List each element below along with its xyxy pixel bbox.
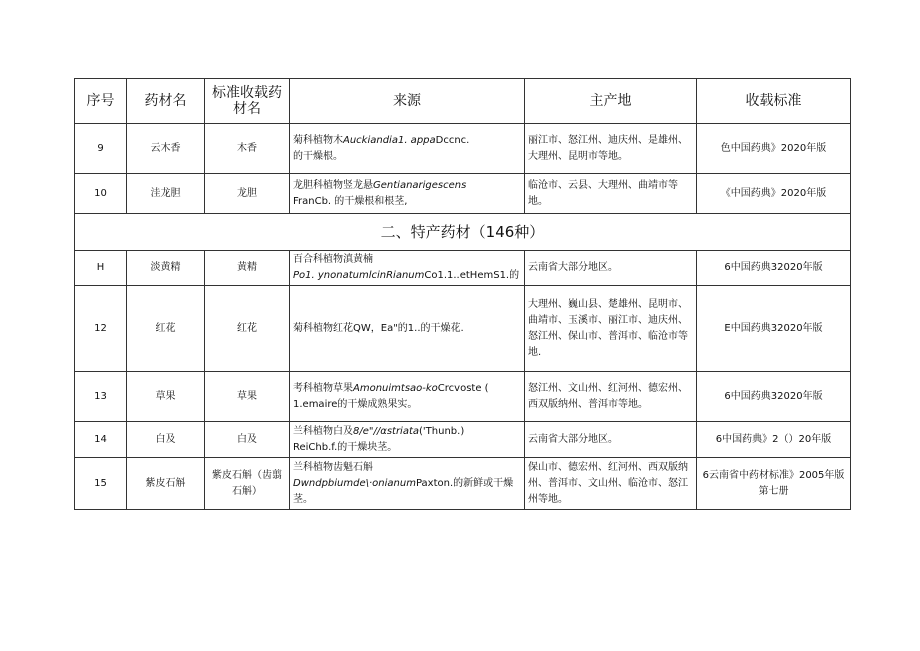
row-source (290, 174, 525, 214)
row-standard: 6中国药典32020年版 (697, 251, 851, 286)
source-latin: Gentianarigescens (373, 179, 467, 191)
row-source (290, 124, 525, 174)
source-line2: 1.emaire的干燥成熟果实。 (293, 398, 418, 410)
row-std-name: 黄精 (205, 251, 290, 286)
section-row (75, 214, 851, 251)
row-origin: 怒江州、文山州、红河州、德宏州、西双版纳州、普洱市等地。 (525, 372, 697, 422)
table-row (75, 124, 851, 174)
source-suffix: Dccnc. (435, 134, 470, 146)
row-std-name: 龙胆 (205, 174, 290, 214)
row-name: 洼龙胆 (127, 174, 205, 214)
header-origin: 主产地 (525, 79, 697, 124)
row-std-name: 木香 (205, 124, 290, 174)
source-suffix: Crcvoste ( (437, 382, 489, 394)
row-standard: 6云南省中药材标准》2005年版第七册 (697, 458, 851, 510)
row-source (290, 251, 525, 286)
row-no: 9 (75, 124, 127, 174)
source-latin: Amonuimtsao-ko (353, 382, 438, 394)
row-origin: 丽江市、怒江州、迪庆州、是雄州、大理州、昆明市等地。 (525, 124, 697, 174)
row-name: 云木香 (127, 124, 205, 174)
row-source (290, 422, 525, 458)
source-prefix: 兰科植物白及 (293, 425, 353, 437)
row-no: 14 (75, 422, 127, 458)
source-prefix: 百合科植物滇黄楠 (293, 254, 373, 265)
header-row (75, 79, 851, 124)
row-no: 12 (75, 286, 127, 372)
row-name: 紫皮石斛 (127, 458, 205, 510)
row-name: 白及 (127, 422, 205, 458)
row-no: 15 (75, 458, 127, 510)
source-suffix: Co1.1..etHemS1.的 (424, 270, 520, 281)
table-row (75, 422, 851, 458)
row-source (290, 458, 525, 510)
row-no: 13 (75, 372, 127, 422)
source-prefix: 兰科植物齿魁石斛 (293, 461, 373, 473)
table-row (75, 286, 851, 372)
herb-table (74, 78, 851, 510)
row-standard: 色中国药典》2020年版 (697, 124, 851, 174)
row-std-name: 白及 (205, 422, 290, 458)
source-prefix: 考科植物草果 (293, 382, 353, 394)
source-latin: Auckiandia1. appa (343, 134, 436, 146)
source-latin: 8/e"//αstriata (353, 425, 420, 437)
header-name: 药材名 (127, 79, 205, 124)
table-row (75, 372, 851, 422)
table-row (75, 458, 851, 510)
row-no: H (75, 251, 127, 286)
row-origin: 大理州、巍山县、楚雄州、昆明市、曲靖市、玉溪市、丽江市、迪庆州、怒江州、保山市、普洱市、临沧市等地. (525, 286, 697, 372)
source-suffix: ('Thunb.) (419, 425, 465, 437)
source-prefix: 龙胆科植物竖龙悬 (293, 179, 373, 191)
row-standard: 《中国药典》2020年版 (697, 174, 851, 214)
source-line2: FranCb. 的干燥根和根茎, (293, 195, 408, 207)
row-standard: 6中国药典》2（）20年版 (697, 422, 851, 458)
source-latin: Po1. ynonatumlcinRianum (293, 270, 425, 281)
table-row (75, 174, 851, 214)
row-no: 10 (75, 174, 127, 214)
source-line2: ReiChb.f.的干燥块茎。 (293, 441, 398, 453)
row-standard: E中国药典32020年版 (697, 286, 851, 372)
row-origin: 临沧市、云县、大理州、曲靖市等地。 (525, 174, 697, 214)
row-origin: 云南省大部分地区。 (525, 251, 697, 286)
row-std-name: 草果 (205, 372, 290, 422)
source-line2: 的干燥根。 (293, 150, 343, 162)
source-prefix: 菊科植物木 (293, 134, 343, 146)
header-standard: 收载标准 (697, 79, 851, 124)
header-no: 序号 (75, 79, 127, 124)
source-latin: Dwndpbiumde\·onianum (293, 477, 416, 489)
row-origin: 云南省大部分地区。 (525, 422, 697, 458)
row-standard: 6中国药典32020年版 (697, 372, 851, 422)
row-name: 草果 (127, 372, 205, 422)
row-origin: 保山市、德宏州、红河州、西双版纳州、普洱市、文山州、临沧市、怒江州等地。 (525, 458, 697, 510)
section-title: 二、特产药材（146种） (75, 214, 851, 251)
row-std-name: 紫皮石斛（齿翦石斛） (205, 458, 290, 510)
table-row (75, 251, 851, 286)
row-std-name: 红花 (205, 286, 290, 372)
row-name: 淡黄精 (127, 251, 205, 286)
header-source: 来源 (290, 79, 525, 124)
row-source: 菊科植物红花QW，Ea"的1..的干燥花. (290, 286, 525, 372)
row-name: 红花 (127, 286, 205, 372)
source-suffix: Paxton.的新鲜或干燥茎。 (293, 477, 514, 505)
header-std-name: 标准收载药材名 (205, 79, 290, 124)
row-source (290, 372, 525, 422)
